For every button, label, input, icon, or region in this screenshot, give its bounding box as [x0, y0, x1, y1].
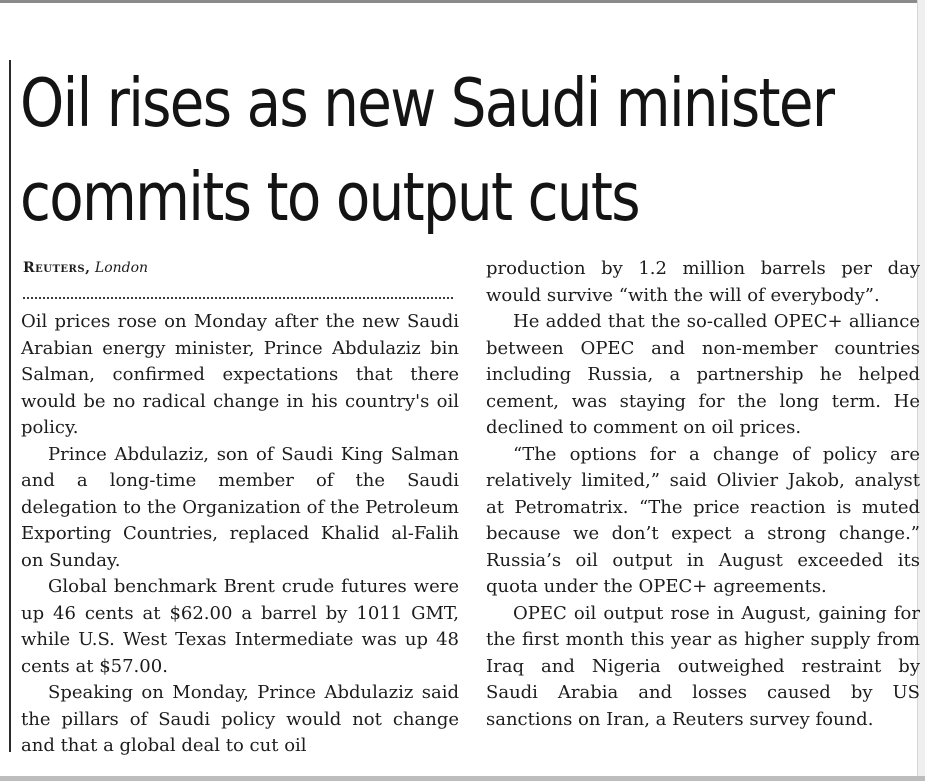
byline-agency: Reuters,: [23, 260, 91, 276]
column-rule-left: [9, 60, 11, 752]
byline-divider: [23, 297, 453, 299]
headline-line-1: Oil rises as new Saudi minister: [20, 64, 834, 142]
headline-line-2: commits to output cuts: [20, 158, 639, 236]
article-column-right: [486, 256, 920, 733]
byline-location: London: [94, 260, 149, 276]
paragraph: Speaking on Monday, Prince Abdulaziz said the pillars of Saudi policy would not change and that a global deal to cut oil: [21, 682, 459, 756]
byline: [23, 260, 148, 276]
paragraph: Oil prices rose on Monday after the new Saudi Arabian energy minister, Prince Abdulaziz bin Salman, confirmed expectations that there would be no radical change in his country's oil policy.: [21, 311, 459, 438]
paragraph: “The options for a change of policy are relatively limited,” said Olivier Jakob, analyst at Petromatrix. “The price reaction is muted because we don’t expect a strong change.” Russia’s oil output in August exceeded its quota under the OPEC+ agreements.: [486, 443, 920, 597]
top-border: [0, 0, 925, 3]
paragraph: OPEC oil output rose in August, gaining for the first month this year as higher supply from Iraq and Nigeria outweighed restraint by Saudi Arabia and losses caused by US sanctions on Iran, a Reuters survey found.: [486, 602, 920, 730]
headline: [20, 56, 834, 244]
paragraph: Prince Abdulaziz, son of Saudi King Salman and a long-time member of the Saudi delegation to the Organization of the Petroleum Exporting Countries, replaced Khalid al-Falih on Sunday.: [21, 443, 459, 571]
paragraph: He added that the so-called OPEC+ alliance between OPEC and non-member countries including Russia, a partnership he helped cement, was staying for the long term. He declined to comment on oil prices.: [486, 311, 920, 438]
paragraph: Global benchmark Brent crude futures were up 46 cents at $62.00 a barrel by 1011 GMT, while U.S. West Texas Intermediate was up 48 cents at $57.00.: [21, 576, 459, 677]
article-column-left: [21, 309, 459, 760]
paragraph: production by 1.2 million barrels per day would survive “with the will of everybody”.: [486, 258, 920, 306]
bottom-border: [0, 776, 925, 781]
